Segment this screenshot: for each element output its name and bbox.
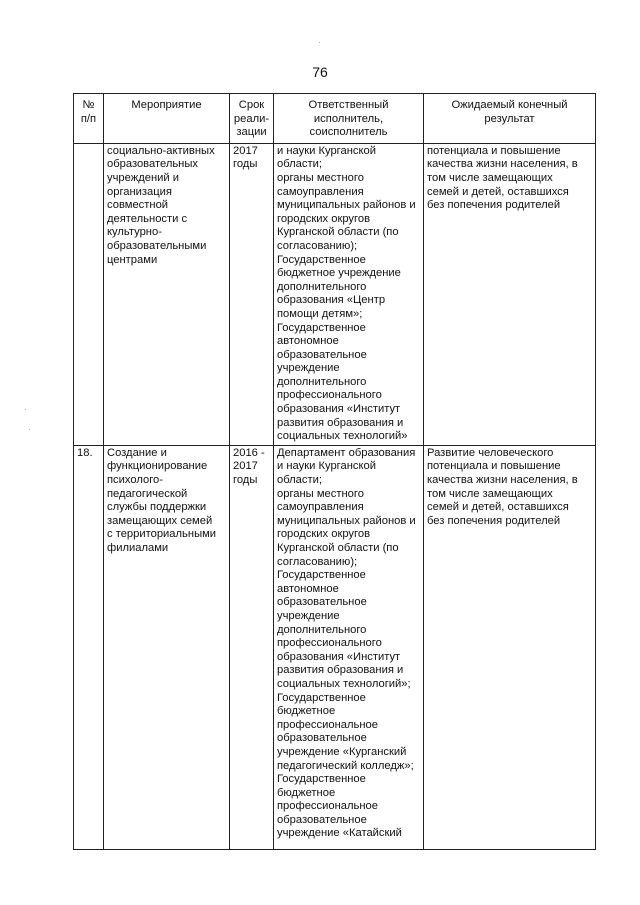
table-row <box>74 445 596 849</box>
header-result: Ожидаемый конечный результат <box>424 94 596 144</box>
header-term: Срок реали- зации <box>230 94 274 144</box>
page-number: 76 <box>312 64 328 80</box>
scan-speck: · <box>318 38 321 47</box>
header-event: Мероприятие <box>104 94 230 144</box>
table-row <box>74 143 596 445</box>
measures-table <box>73 93 596 850</box>
row-term: 2017 годы <box>230 143 274 445</box>
row-result: Развитие человеческого потенциала и повышение качества жизни населения, в том числе замещающих семей и детей, оставшихся без попечения родителей <box>424 445 596 849</box>
header-number: № п/п <box>74 94 104 144</box>
scan-speck: · <box>28 425 31 434</box>
row-event: Создание и функционирование психолого- педагогической службы поддержки замещающих семей с территориальными филиалами <box>104 445 230 849</box>
row-responsible: и науки Курганской области; органы местного самоуправления муниципальных районов и городских округов Курганской области (по согласованию); Государственное бюджетное учреждение дополнительного образования «Центр помощи детям»; Государственное автономное образовательное учреждение дополнительного профессионального образования «Институт развития образования и социальных технологий» <box>274 143 424 445</box>
row-number: 18. <box>74 445 104 849</box>
row-event: социально-активных образовательных учреждений и организация совместной деятельности с культурно- образовательными центрами <box>104 143 230 445</box>
row-term: 2016 - 2017 годы <box>230 445 274 849</box>
row-result: потенциала и повышение качества жизни населения, в том числе замещающих семей и детей, оставшихся без попечения родителей <box>424 143 596 445</box>
row-number <box>74 143 104 445</box>
header-responsible: Ответственный исполнитель, соисполнитель <box>274 94 424 144</box>
table-header-row <box>74 94 596 144</box>
scan-speck: · <box>24 405 27 414</box>
row-responsible: Департамент образования и науки Курганской области; органы местного самоуправления муниципальных районов и городских округов Курганской области (по согласованию); Государственное автономное образовательное учреждение дополнительного профессионального образования «Институт развития образования и социальных технологий»; Государственное бюджетное профессиональное образовательное учреждение «Курганский педагогический колледж»; Государственное бюджетное профессиональное образовательное учреждение «Катайский <box>274 445 424 849</box>
